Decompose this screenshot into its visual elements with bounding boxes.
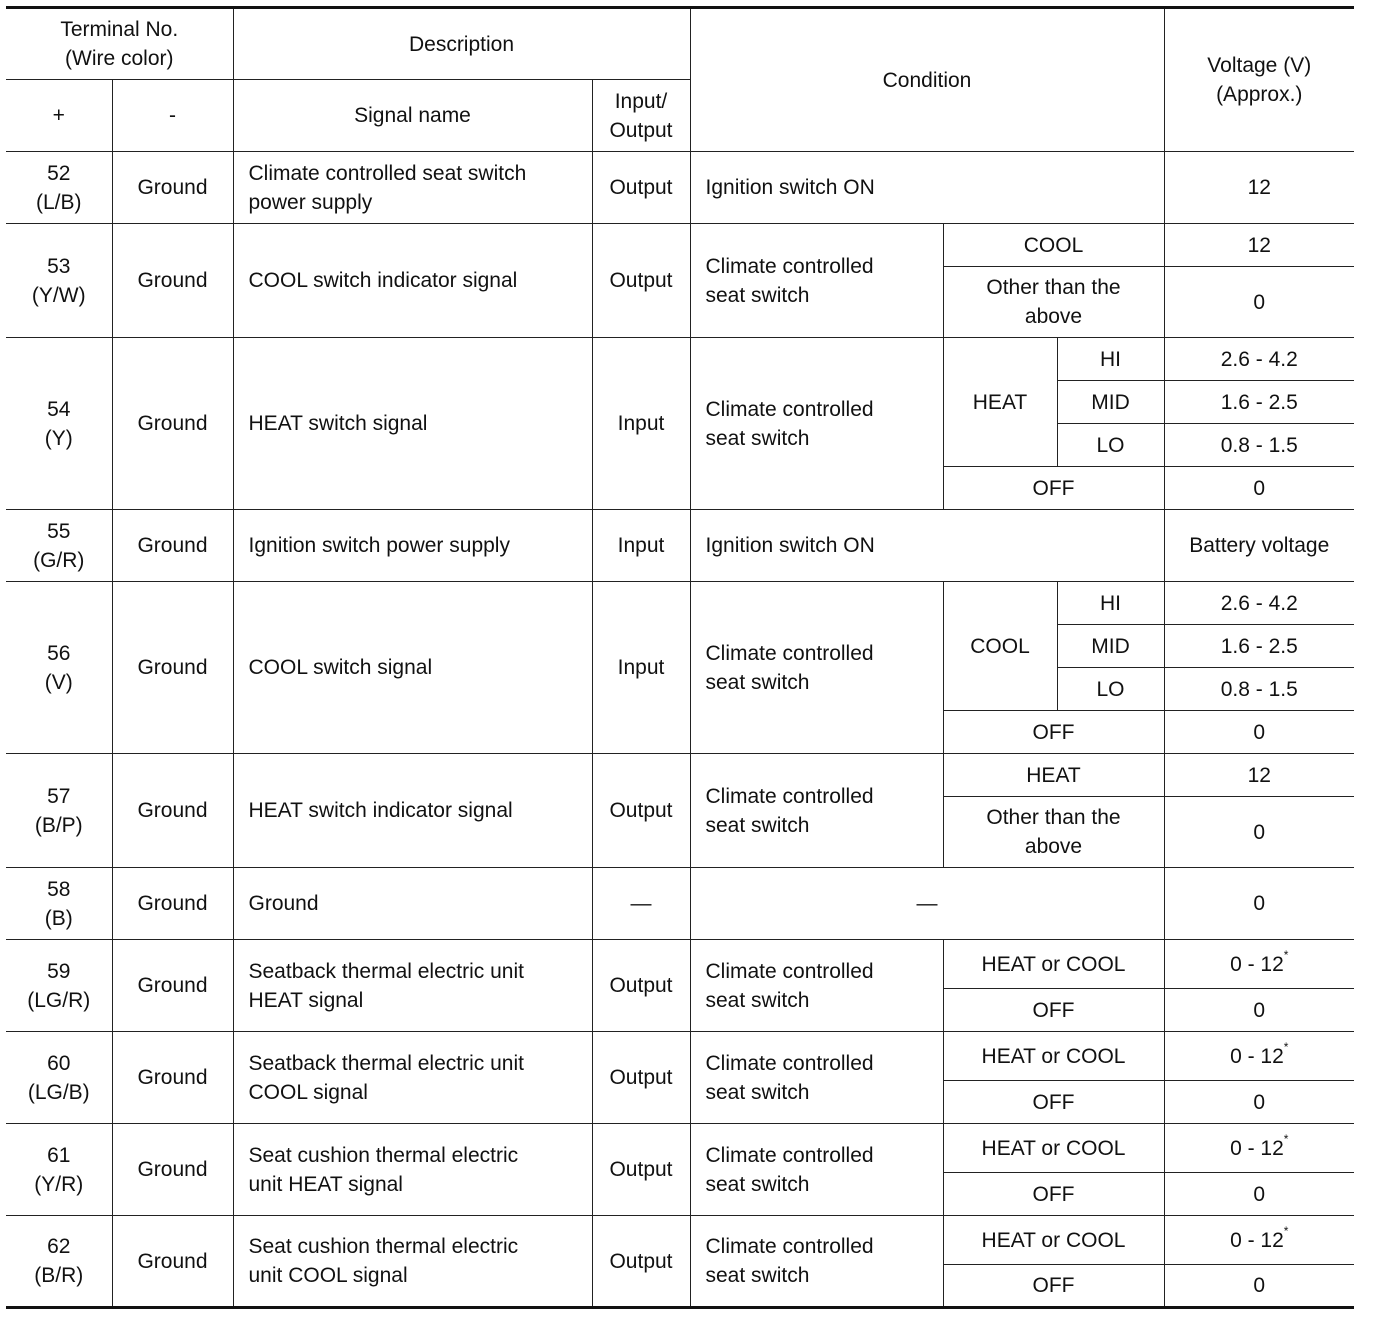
footnote-mark: *	[1283, 947, 1289, 962]
ground-cell: Ground	[112, 510, 233, 582]
voltage-cell	[1164, 224, 1354, 267]
signal-name-cell: Seat cushion thermal electric unit COOL signal	[233, 1216, 592, 1308]
level-cell: LO	[1057, 668, 1164, 711]
sub-condition-cell: Other than the above	[943, 267, 1164, 338]
voltage-cell	[1164, 1124, 1354, 1173]
voltage-value: 0 - 12	[1230, 1228, 1284, 1252]
condition-cell: Climate controlled seat switch	[690, 224, 943, 338]
sub-condition-cell: HEAT	[943, 754, 1164, 797]
voltage-value: Battery voltage	[1189, 534, 1330, 557]
table-row	[6, 510, 1354, 582]
terminal-cell: 56 (V)	[6, 582, 112, 754]
voltage-cell	[1164, 424, 1354, 467]
io-cell: Input	[592, 338, 690, 510]
signal-name-cell: Ignition switch power supply	[233, 510, 592, 582]
sub-condition-cell: HEAT or COOL	[943, 1124, 1164, 1173]
header-terminal: Terminal No. (Wire color)	[6, 8, 233, 80]
terminal-cell: 59 (LG/R)	[6, 940, 112, 1032]
terminal-cell: 54 (Y)	[6, 338, 112, 510]
voltage-cell	[1164, 152, 1354, 224]
voltage-value: 0	[1253, 1090, 1266, 1114]
io-cell: Output	[592, 1124, 690, 1216]
table-row	[6, 152, 1354, 224]
level-cell: MID	[1057, 381, 1164, 424]
voltage-value: 1.6 - 2.5	[1220, 390, 1298, 414]
io-cell: Input	[592, 582, 690, 754]
sub-condition-cell: OFF	[943, 989, 1164, 1032]
voltage-value: 0	[1253, 998, 1266, 1022]
voltage-cell	[1164, 1265, 1354, 1308]
terminal-cell: 62 (B/R)	[6, 1216, 112, 1308]
header-input-output: Input/ Output	[592, 80, 690, 152]
terminal-cell: 61 (Y/R)	[6, 1124, 112, 1216]
off-cell: OFF	[943, 711, 1164, 754]
voltage-value: 0	[1253, 1274, 1266, 1297]
voltage-cell	[1164, 868, 1354, 940]
ground-cell: Ground	[112, 152, 233, 224]
voltage-cell	[1164, 1216, 1354, 1265]
ground-cell: Ground	[112, 868, 233, 940]
table-row	[6, 224, 1354, 267]
signal-name-cell: Seatback thermal electric unit HEAT signal	[233, 940, 592, 1032]
level-cell: HI	[1057, 338, 1164, 381]
condition-cell: Climate controlled seat switch	[690, 1124, 943, 1216]
voltage-value: 0	[1253, 476, 1266, 500]
terminal-cell: 52 (L/B)	[6, 152, 112, 224]
voltage-cell	[1164, 1032, 1354, 1081]
io-cell: Output	[592, 1216, 690, 1308]
io-cell: Input	[592, 510, 690, 582]
header-plus: +	[6, 80, 112, 152]
footnote-mark: *	[1283, 1039, 1289, 1054]
ground-cell: Ground	[112, 582, 233, 754]
table-row	[6, 582, 1354, 625]
voltage-value: 0 - 12	[1230, 1136, 1284, 1160]
condition-cell: Climate controlled seat switch	[690, 754, 943, 868]
voltage-cell	[1164, 625, 1354, 668]
header-minus: -	[112, 80, 233, 152]
voltage-value: 0	[1253, 1182, 1266, 1206]
sub-condition-cell: Other than the above	[943, 797, 1164, 868]
signal-name-cell: Seat cushion thermal electric unit HEAT signal	[233, 1124, 592, 1216]
sub-condition-cell: HEAT or COOL	[943, 940, 1164, 989]
sub-condition-cell: OFF	[943, 1265, 1164, 1308]
voltage-value: 0	[1253, 820, 1266, 844]
voltage-value: 0.8 - 1.5	[1220, 677, 1298, 701]
voltage-value: 12	[1247, 233, 1271, 257]
terminal-cell: 58 (B)	[6, 868, 112, 940]
signal-name-cell: Seatback thermal electric unit COOL signal	[233, 1032, 592, 1124]
io-cell: Output	[592, 940, 690, 1032]
voltage-cell	[1164, 1173, 1354, 1216]
terminal-cell: 53 (Y/W)	[6, 224, 112, 338]
voltage-cell	[1164, 940, 1354, 989]
voltage-value: 0	[1253, 290, 1266, 314]
mode-cell: COOL	[943, 582, 1057, 711]
sub-condition-cell: HEAT or COOL	[943, 1032, 1164, 1081]
mode-cell: HEAT	[943, 338, 1057, 467]
off-cell: OFF	[943, 467, 1164, 510]
header-condition: Condition	[690, 8, 1164, 152]
voltage-value: 0	[1253, 720, 1266, 744]
voltage-cell	[1164, 582, 1354, 625]
io-cell: Output	[592, 224, 690, 338]
sub-condition-cell: COOL	[943, 224, 1164, 267]
io-cell: Output	[592, 754, 690, 868]
condition-cell: Climate controlled seat switch	[690, 1216, 943, 1308]
voltage-cell	[1164, 668, 1354, 711]
voltage-value: 2.6 - 4.2	[1220, 347, 1298, 371]
voltage-value: 0 - 12	[1230, 952, 1284, 976]
condition-cell: Climate controlled seat switch	[690, 1032, 943, 1124]
voltage-cell	[1164, 338, 1354, 381]
voltage-cell	[1164, 510, 1354, 582]
voltage-value: 1.6 - 2.5	[1220, 634, 1298, 658]
terminal-cell: 57 (B/P)	[6, 754, 112, 868]
voltage-cell	[1164, 467, 1354, 510]
io-cell: Output	[592, 152, 690, 224]
table-row	[6, 1032, 1354, 1081]
footnote-mark: *	[1283, 1131, 1289, 1146]
signal-name-cell: Climate controlled seat switch power supply	[233, 152, 592, 224]
footnote-mark: *	[1283, 1223, 1289, 1238]
voltage-cell	[1164, 1081, 1354, 1124]
voltage-cell	[1164, 381, 1354, 424]
table-row	[6, 1216, 1354, 1265]
table-row	[6, 1124, 1354, 1173]
ground-cell: Ground	[112, 754, 233, 868]
voltage-value: 12	[1247, 176, 1271, 199]
io-cell: —	[592, 868, 690, 940]
table-row	[6, 868, 1354, 940]
table-row	[6, 754, 1354, 797]
header-signal-name: Signal name	[233, 80, 592, 152]
ground-cell: Ground	[112, 1124, 233, 1216]
terminal-cell: 60 (LG/B)	[6, 1032, 112, 1124]
voltage-value: 2.6 - 4.2	[1220, 591, 1298, 615]
signal-name-cell: HEAT switch signal	[233, 338, 592, 510]
condition-cell: Climate controlled seat switch	[690, 940, 943, 1032]
sub-condition-cell: OFF	[943, 1081, 1164, 1124]
voltage-cell	[1164, 989, 1354, 1032]
terminal-table	[6, 6, 1354, 1309]
voltage-cell	[1164, 711, 1354, 754]
header-voltage: Voltage (V) (Approx.)	[1164, 8, 1354, 152]
sub-condition-cell: HEAT or COOL	[943, 1216, 1164, 1265]
terminal-cell: 55 (G/R)	[6, 510, 112, 582]
condition-cell: —	[690, 868, 1164, 940]
header-description: Description	[233, 8, 690, 80]
signal-name-cell: Ground	[233, 868, 592, 940]
voltage-cell	[1164, 267, 1354, 338]
io-cell: Output	[592, 1032, 690, 1124]
voltage-cell	[1164, 797, 1354, 868]
voltage-value: 0 - 12	[1230, 1044, 1284, 1068]
condition-cell: Ignition switch ON	[690, 510, 1164, 582]
table-row	[6, 940, 1354, 989]
ground-cell: Ground	[112, 940, 233, 1032]
signal-name-cell: COOL switch signal	[233, 582, 592, 754]
condition-cell: Climate controlled seat switch	[690, 338, 943, 510]
level-cell: HI	[1057, 582, 1164, 625]
condition-cell: Ignition switch ON	[690, 152, 1164, 224]
level-cell: MID	[1057, 625, 1164, 668]
voltage-value: 0.8 - 1.5	[1220, 433, 1298, 457]
ground-cell: Ground	[112, 338, 233, 510]
signal-name-cell: COOL switch indicator signal	[233, 224, 592, 338]
voltage-value: 12	[1247, 763, 1271, 787]
ground-cell: Ground	[112, 224, 233, 338]
condition-cell: Climate controlled seat switch	[690, 582, 943, 754]
voltage-cell	[1164, 754, 1354, 797]
sub-condition-cell: OFF	[943, 1173, 1164, 1216]
signal-name-cell: HEAT switch indicator signal	[233, 754, 592, 868]
ground-cell: Ground	[112, 1216, 233, 1308]
level-cell: LO	[1057, 424, 1164, 467]
voltage-value: 0	[1253, 892, 1266, 915]
ground-cell: Ground	[112, 1032, 233, 1124]
table-row	[6, 338, 1354, 381]
